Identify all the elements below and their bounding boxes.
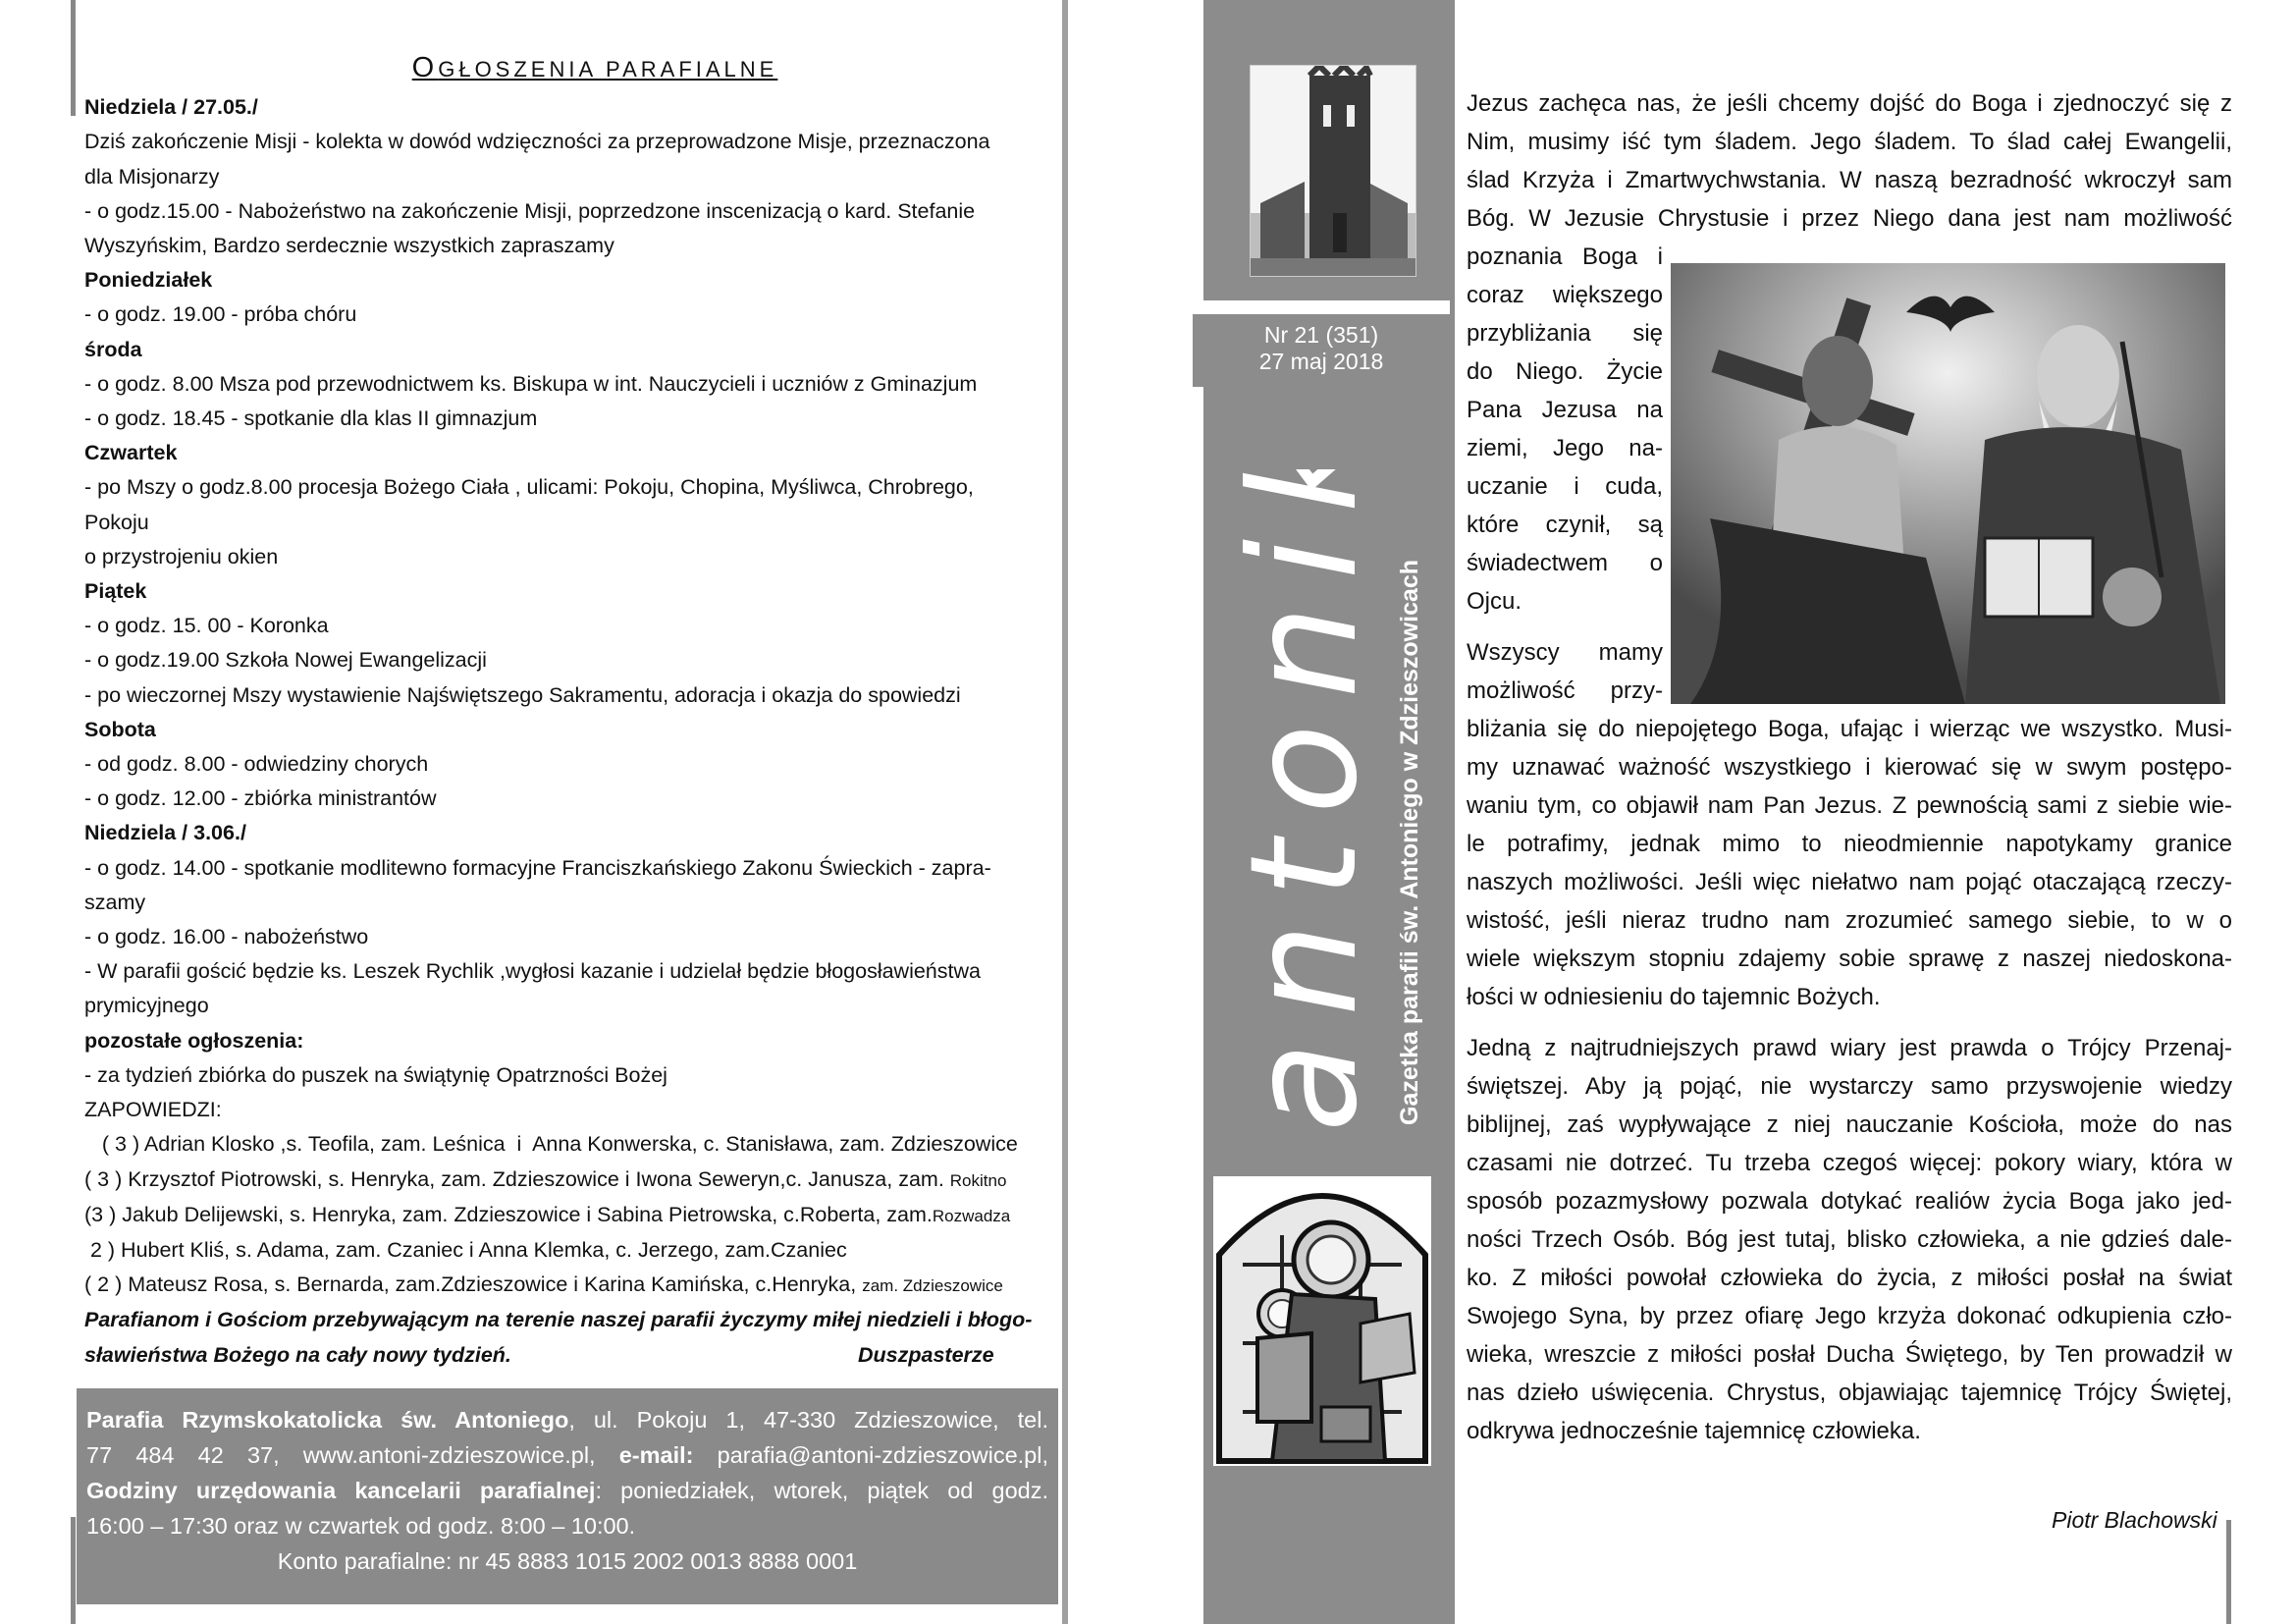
closing-wish-line-1: Parafianom i Gościom przebywającym na terenie naszej parafii życzymy miłej niedzieli i błogo- bbox=[84, 1308, 1033, 1332]
article-line: Nim, musimy iść tym śladem. Jego śladem. To ślad całej Ewangelii, bbox=[1467, 129, 2232, 155]
article-line: świętszej. Aby ją pojąć, nie wystarczy samo przyswojenie wiedzy bbox=[1467, 1073, 2232, 1100]
announcement-heading: Czwartek bbox=[84, 441, 178, 465]
announcement-line: - o godz. 15. 00 - Koronka bbox=[84, 614, 329, 638]
article-line: my uznawać ważność wszystkiego i kierować się w swym postępo- bbox=[1467, 754, 2232, 781]
masthead bbox=[1207, 469, 1433, 1176]
announcement-line: - za tydzień zbiórka do puszek na świątynię Opatrzności Bożej bbox=[84, 1062, 667, 1087]
article-line: odkrywa jednocześnie tajemnicę człowieka. bbox=[1467, 1418, 1921, 1444]
article-line: sposób pozazmysłowy pozwala dotykać realiów życia Boga jako jed- bbox=[1467, 1188, 2232, 1215]
announcement-line: Wyszyńskim, Bardzo serdecznie wszystkich zapraszamy bbox=[84, 234, 614, 258]
article-line: Swojego Syna, by przez ofiarę Jego krzyża dokonać odkupienia czło- bbox=[1467, 1303, 2232, 1329]
banns-entry bbox=[84, 1163, 1066, 1198]
title-initial: O bbox=[411, 52, 439, 83]
closing-wish-line-2 bbox=[84, 1338, 1066, 1373]
announcement-line: o przystrojeniu okien bbox=[84, 544, 279, 568]
article-line: wieka, wreszcie z miłości posłał Ducha Świętego, by Ten prowadził w bbox=[1467, 1341, 2232, 1368]
parish-address: , ul. Pokoju 1, 47-330 Zdzieszowice, tel. bbox=[568, 1407, 1048, 1433]
announcements-page bbox=[84, 51, 1066, 1373]
article-line: możliwość przy- bbox=[1467, 677, 1663, 704]
article-author: Piotr Blachowski bbox=[2052, 1507, 2217, 1533]
banns-entry bbox=[84, 1198, 1066, 1233]
contact-line bbox=[86, 1402, 1048, 1437]
announcement-line: Pokoju bbox=[84, 510, 149, 534]
article-line: wistość, jeśli nieraz trudno nam zrozumieć samego siebie, to w o bbox=[1467, 907, 2232, 934]
parish-phone-web: 77 484 42 37, www.antoni-zdzieszowice.pl, bbox=[86, 1442, 619, 1468]
issue-number: Nr 21 (351) bbox=[1263, 322, 1379, 348]
article-line: które czynił, są bbox=[1467, 512, 1663, 538]
announcement-heading: Niedziela / 27.05./ bbox=[84, 95, 258, 120]
announcement-line: - o godz.19.00 Szkoła Nowej Ewangelizacji bbox=[84, 648, 487, 673]
announcement-heading: Sobota bbox=[84, 717, 156, 741]
banns-text: ( 3 ) Adrian Klosko ,s. Teofila, zam. Leśnica i Anna Konwerska, c. Stanisława, zam. Zdzieszowice bbox=[84, 1132, 1018, 1157]
parish-contact-box bbox=[77, 1388, 1058, 1604]
banns-list bbox=[84, 1127, 1066, 1303]
office-hours: : poniedziałek, wtorek, piątek od godz. bbox=[595, 1478, 1049, 1503]
article-narrow-text bbox=[1467, 238, 1663, 582]
issue-date: 27 maj 2018 bbox=[1258, 349, 1384, 374]
banns-text: ( 3 ) Krzysztof Piotrowski, s. Henryka, zam. Zdzieszowice i Iwona Seweryn,c. Janusza, zam. bbox=[84, 1166, 950, 1191]
masthead-title: antonik bbox=[1219, 469, 1390, 1132]
article-line: Ojcu. bbox=[1467, 588, 1522, 615]
announcement-line: - o godz. 12.00 - zbiórka ministrantów bbox=[84, 786, 437, 811]
article-line: świadectwem o bbox=[1467, 550, 1663, 576]
announcement-list bbox=[84, 90, 1066, 1127]
article-paragraph-2 bbox=[1467, 633, 1663, 710]
parish-email: parafia@antoni-zdzieszowice.pl, bbox=[693, 1442, 1048, 1468]
article-line: coraz większego bbox=[1467, 282, 1663, 308]
announcement-line: prymicyjnego bbox=[84, 994, 209, 1018]
article-line: Jezus zachęca nas, że jeśli chcemy dojść do Boga i zjednoczyć się z bbox=[1467, 90, 2232, 117]
article-line: wiele większym stopniu zdajemy sobie sprawę z naszej niedoskona- bbox=[1467, 946, 2232, 972]
parish-name: Parafia Rzymskokatolicka św. Antoniego bbox=[86, 1407, 569, 1433]
holy-trinity-painting bbox=[1671, 263, 2225, 704]
closing-wish-text: sławieństwa Bożego na cały nowy tydzień. bbox=[84, 1342, 511, 1367]
announcement-heading: środa bbox=[84, 337, 142, 361]
banns-text: ( 2 ) Mateusz Rosa, s. Bernarda, zam.Zdzieszowice i Karina Kamińska, c.Henryka, bbox=[84, 1272, 863, 1297]
announcement-line: Dziś zakończenie Misji - kolekta w dowód wdzięczności za przeprowadzone Misje, przeznaczona bbox=[84, 130, 990, 154]
banns-entry bbox=[84, 1127, 1066, 1162]
title-rest: GŁOSZENIA PARAFIALNE bbox=[438, 57, 778, 81]
article-line: waniu tym, co objawił nam Pan Jezus. Z pewnością sami z siebie wie- bbox=[1467, 792, 2232, 819]
closing-signature: Duszpasterze bbox=[858, 1342, 994, 1367]
announcement-line: - o godz. 19.00 - próba chóru bbox=[84, 302, 357, 327]
announcement-line: - po Mszy o godz.8.00 procesja Bożego Ciała , ulicami: Pokoju, Chopina, Myśliwca, Chrobrego, bbox=[84, 475, 974, 500]
article-line: przybliżania się bbox=[1467, 320, 1663, 347]
banns-place: Rokitno bbox=[949, 1170, 1007, 1190]
article-line: czasami nie dotrzeć. Tu trzeba czegoś więcej: pokory wiary, która w bbox=[1467, 1150, 2232, 1176]
announcement-line: ZAPOWIEDZI: bbox=[84, 1098, 222, 1122]
announcement-heading: Poniedziałek bbox=[84, 268, 213, 293]
article-paragraph-2-cont bbox=[1467, 710, 2232, 978]
announcement-line: - o godz. 16.00 - nabożeństwo bbox=[84, 925, 369, 949]
office-hours-label: Godziny urzędowania kancelarii parafialnej bbox=[86, 1478, 596, 1503]
edge-bar bbox=[71, 1517, 76, 1624]
article-line: poznania Boga i bbox=[1467, 244, 1663, 270]
article-line: nas dzieło uświęcenia. Chrystus, objawiając tajemnicę Trójcy Świętej, bbox=[1467, 1380, 2232, 1406]
article-line: biblijnej, zaś wypływające z niej nauczanie Kościoła, może do nas bbox=[1467, 1111, 2232, 1138]
saint-anthony-stained-glass bbox=[1213, 1176, 1431, 1466]
banns-entry bbox=[84, 1233, 1066, 1268]
announcement-line: - po wieczornej Mszy wystawienie Najświętszego Sakramentu, adoracja i okazja do spowiedzi bbox=[84, 682, 961, 707]
article-line: bliżania się do niepojętego Boga, ufając i wierząc we wszystko. Musi- bbox=[1467, 716, 2232, 742]
article-line: do Niego. Życie bbox=[1467, 358, 1663, 385]
announcement-line: - W parafii gościć będzie ks. Leszek Rychlik ,wygłosi kazanie i udzielał będzie błogosławieństwa bbox=[84, 959, 981, 984]
masthead-subtitle: Gazetka parafii św. Antoniego w Zdzieszowicach bbox=[1396, 559, 1423, 1125]
contact-line bbox=[86, 1437, 1048, 1473]
article-line: Wszyscy mamy bbox=[1467, 639, 1663, 666]
announcement-heading: Niedziela / 3.06./ bbox=[84, 821, 246, 845]
edge-bar bbox=[2226, 1520, 2231, 1624]
announcement-line: szamy bbox=[84, 890, 146, 914]
banns-text: (3 ) Jakub Delijewski, s. Henryka, zam. Zdzieszowice i Sabina Pietrowska, c.Roberta, zam. bbox=[84, 1202, 933, 1226]
church-photo bbox=[1250, 65, 1416, 277]
bank-account: Konto parafialne: nr 45 8883 1015 2002 0013 8888 0001 bbox=[277, 1548, 858, 1574]
banns-text: 2 ) Hubert Kliś, s. Adama, zam. Czaniec i Anna Klemka, c. Jerzego, zam.Czaniec bbox=[84, 1237, 847, 1262]
email-label: e-mail: bbox=[618, 1442, 694, 1468]
article-line: Bóg. W Jezusie Chrystusie i przez Niego dana jest nam możliwość bbox=[1467, 205, 2232, 232]
announcement-line: - o godz.15.00 - Nabożeństwo na zakończenie Misji, poprzedzone inscenizacją o kard. Stefanie bbox=[84, 198, 976, 223]
banns-place: Rozwadza bbox=[932, 1206, 1011, 1225]
article-line: łości w odniesieniu do tajemnic Bożych. bbox=[1467, 984, 1881, 1010]
edge-bar bbox=[71, 0, 76, 116]
article-line: uczanie i cuda, bbox=[1467, 473, 1663, 500]
page-title bbox=[84, 51, 1066, 86]
banns-entry bbox=[84, 1268, 1066, 1303]
announcement-line: - o godz. 18.45 - spotkanie dla klas II gimnazjum bbox=[84, 406, 538, 431]
banns-place: zam. Zdzieszowice bbox=[862, 1276, 1003, 1296]
article-line: le potrafimy, jednak mimo to nieodmiennie napotykamy granice bbox=[1467, 831, 2232, 857]
announcement-heading: Piątek bbox=[84, 579, 147, 604]
contact-line bbox=[86, 1473, 1048, 1508]
article-line: Jedną z najtrudniejszych prawd wiary jest prawda o Trójcy Przenaj- bbox=[1467, 1035, 2232, 1061]
announcement-line: - o godz. 8.00 Msza pod przewodnictwem ks. Biskupa w int. Nauczycieli i uczniów z Gminazjum bbox=[84, 371, 978, 396]
issue-info bbox=[1193, 312, 1450, 387]
article-line: ślad Krzyża i Zmartwychwstania. W naszą bezradność wkroczył sam bbox=[1467, 167, 2232, 193]
office-hours-cont: 16:00 – 17:30 oraz w czwartek od godz. 8:00 – 10:00. bbox=[86, 1513, 636, 1539]
article-paragraph-1 bbox=[1467, 84, 2232, 238]
article-line: ziemi, Jego na- bbox=[1467, 435, 1663, 461]
article-line: naszych możliwości. Jeśli więc niełatwo nam pojąć otaczającą rzeczy- bbox=[1467, 869, 2232, 895]
article-line: ności Trzech Osób. Bóg jest tutaj, blisko człowieka, a nie gdzieś dale- bbox=[1467, 1226, 2232, 1253]
article-paragraph-3 bbox=[1467, 1029, 2232, 1412]
article-line: ko. Z miłości powołał człowieka do życia, z miłości posłał na świat bbox=[1467, 1265, 2232, 1291]
announcement-line: dla Misjonarzy bbox=[84, 164, 220, 189]
article-line: Pana Jezusa na bbox=[1467, 397, 1663, 423]
announcement-heading: pozostałe ogłoszenia: bbox=[84, 1028, 304, 1053]
announcement-line: - od godz. 8.00 - odwiedziny chorych bbox=[84, 752, 429, 777]
announcement-line: - o godz. 14.00 - spotkanie modlitewno formacyjne Franciszkańskiego Zakonu Świeckich - zapra- bbox=[84, 855, 991, 880]
